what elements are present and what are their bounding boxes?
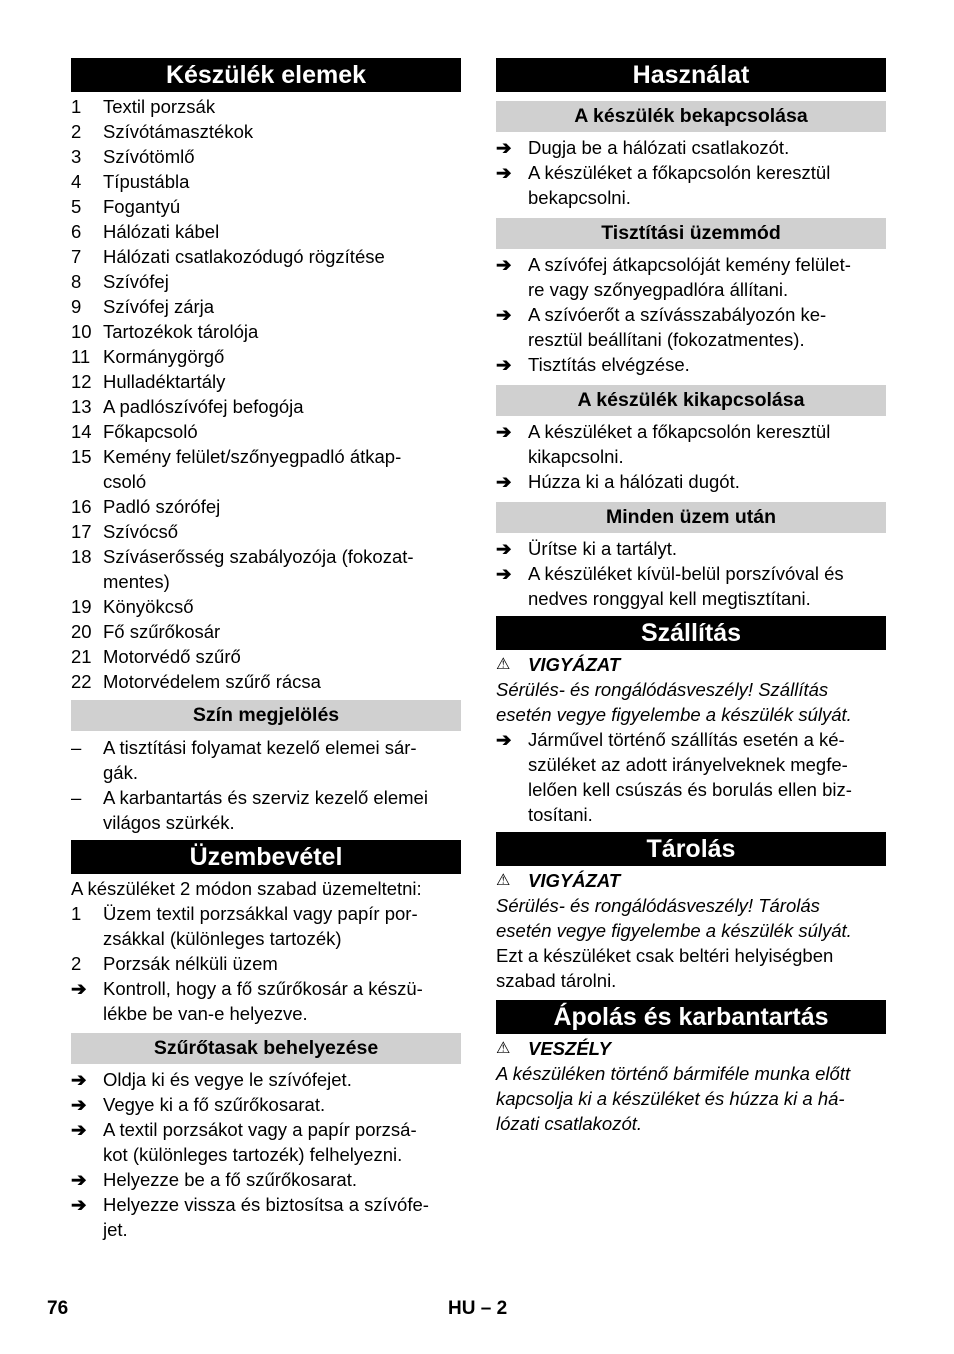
item-text: Szívótámasztékok: [103, 121, 254, 142]
item-marker: 1: [71, 903, 82, 924]
item-text: A készüléket kívül-belül porszívóval és nedves ronggyal kell megtisztítani.: [528, 563, 844, 609]
arrow-right-icon: ➔: [496, 471, 512, 492]
item-marker: 12: [71, 371, 92, 392]
item-marker: 3: [71, 146, 82, 167]
switch-off-step: [496, 419, 886, 469]
item-marker: 4: [71, 171, 82, 192]
warning-triangle-icon: ⚠: [496, 872, 511, 889]
arrow-right-icon: ➔: [496, 304, 512, 325]
item-marker: 8: [71, 271, 82, 292]
filter-step: [71, 1067, 461, 1092]
item-text: Szívócső: [103, 521, 179, 542]
subsection-switch-on: A készülék bekapcsolása: [496, 101, 886, 132]
item-marker: 20: [71, 621, 92, 642]
caution-label: VIGYÁZAT: [528, 870, 621, 891]
item-marker: 18: [71, 546, 92, 567]
transport-caution-text: Sérülés- és rongálódásveszély! Szállítás esetén vegye figyelembe a készülék súlyát.: [496, 679, 852, 725]
subsection-switch-off: A készülék kikapcsolása: [496, 385, 886, 416]
arrow-right-icon: ➔: [71, 1094, 87, 1115]
item-marker: 14: [71, 421, 92, 442]
care-danger-text: A készüléken történő bármiféle munka előtt kapcsolja ki a készüléket és húzza ki a há- lózati csatlakozót.: [496, 1063, 851, 1134]
subsection-color-marking: Szín megjelölés: [71, 700, 461, 731]
filter-steps-list: [71, 1067, 461, 1242]
item-text: Porzsák nélküli üzem: [103, 953, 278, 974]
arrow-right-icon: ➔: [496, 729, 512, 750]
item-text: Típustábla: [103, 171, 190, 192]
part-list-item: [71, 619, 461, 644]
item-text: Főkapcsoló: [103, 421, 198, 442]
item-text: Könyökcső: [103, 596, 194, 617]
item-text: Padló szórófej: [103, 496, 221, 517]
item-marker: 11: [71, 346, 91, 367]
part-list-item: [71, 394, 461, 419]
switch-off-step: [496, 469, 886, 494]
parts-list: [71, 94, 461, 694]
section-title-care: Ápolás és karbantartás: [496, 1000, 886, 1034]
part-list-item: [71, 269, 461, 294]
switch-on-steps: [496, 135, 886, 210]
item-marker: 17: [71, 521, 92, 542]
part-list-item: [71, 544, 461, 594]
switch-on-step: [496, 160, 886, 210]
item-text: Üzem textil porzsákkal vagy papír por- zsákkal (különleges tartozék): [103, 903, 418, 949]
item-marker: 7: [71, 246, 82, 267]
arrow-right-icon: ➔: [496, 538, 512, 559]
arrow-right-icon: ➔: [496, 563, 512, 584]
item-marker: 1: [71, 96, 82, 117]
item-marker: 22: [71, 671, 92, 692]
item-text: Textil porzsák: [103, 96, 216, 117]
part-list-item: [71, 669, 461, 694]
item-marker: –: [71, 737, 82, 758]
arrow-right-icon: ➔: [71, 978, 87, 999]
after-use-steps: [496, 536, 886, 611]
part-list-item: [71, 294, 461, 319]
arrow-right-icon: ➔: [496, 354, 512, 375]
section-title-use: Használat: [496, 58, 886, 92]
part-list-item: [71, 319, 461, 344]
item-marker: 2: [71, 953, 82, 974]
item-text: Szívófej zárja: [103, 296, 215, 317]
modes-list: [71, 901, 461, 1026]
transport-step: [496, 727, 886, 827]
item-text: A szívóerőt a szívásszabályozón ke- resztül beállítani (fokozatmentes).: [528, 304, 827, 350]
transport-caution: [496, 652, 886, 677]
section-title-startup: Üzembevétel: [71, 840, 461, 874]
arrow-right-icon: ➔: [496, 162, 512, 183]
item-marker: 21: [71, 646, 92, 667]
item-text: Helyezze be a fő szűrőkosarat.: [103, 1169, 357, 1190]
item-marker: 16: [71, 496, 92, 517]
warning-triangle-icon: ⚠: [496, 1040, 511, 1057]
color-list-item: [71, 785, 461, 835]
storage-caution-text: Sérülés- és rongálódásveszély! Tárolás esetén vegye figyelembe a készülék súlyát.: [496, 895, 852, 941]
arrow-right-icon: ➔: [496, 421, 512, 442]
startup-intro: A készüléket 2 módon szabad üzemeltetni:: [71, 878, 422, 899]
item-text: Oldja ki és vegye le szívófejet.: [103, 1069, 352, 1090]
care-danger: [496, 1036, 886, 1061]
item-marker: 19: [71, 596, 92, 617]
item-marker: 15: [71, 446, 92, 467]
item-marker: 2: [71, 121, 82, 142]
right-column: [496, 58, 886, 1136]
after-use-step: [496, 561, 886, 611]
mode-list-item: [71, 901, 461, 951]
color-list-item: [71, 735, 461, 785]
item-marker: 13: [71, 396, 92, 417]
mode-list-item: [71, 976, 461, 1026]
warning-triangle-icon: ⚠: [496, 656, 511, 673]
cleaning-steps: [496, 252, 886, 377]
item-text: A készüléket a főkapcsolón keresztül kikapcsolni.: [528, 421, 831, 467]
item-text: A padlószívófej befogója: [103, 396, 304, 417]
item-text: Dugja be a hálózati csatlakozót.: [528, 137, 790, 158]
subsection-filter-bag: Szűrőtasak behelyezése: [71, 1033, 461, 1064]
item-text: Húzza ki a hálózati dugót.: [528, 471, 740, 492]
part-list-item: [71, 594, 461, 619]
item-text: Motorvédelem szűrő rácsa: [103, 671, 321, 692]
part-list-item: [71, 419, 461, 444]
subsection-cleaning-mode: Tisztítási üzemmód: [496, 218, 886, 249]
part-list-item: [71, 194, 461, 219]
item-text: Vegye ki a fő szűrőkosarat.: [103, 1094, 326, 1115]
item-text: Szívófej: [103, 271, 169, 292]
left-column: [71, 58, 461, 1242]
part-list-item: [71, 444, 461, 494]
arrow-right-icon: ➔: [496, 254, 512, 275]
section-title-storage: Tárolás: [496, 832, 886, 866]
item-text: Hulladéktartály: [103, 371, 226, 392]
item-text: A karbantartás és szerviz kezelő elemei világos szürkék.: [103, 787, 428, 833]
arrow-right-icon: ➔: [71, 1119, 87, 1140]
after-use-step: [496, 536, 886, 561]
storage-text: Ezt a készüléket csak beltéri helyiségben szabad tárolni.: [496, 945, 834, 991]
language-page-code: HU – 2: [448, 1298, 508, 1319]
color-list: [71, 735, 461, 835]
part-list-item: [71, 169, 461, 194]
mode-list-item: [71, 951, 461, 976]
part-list-item: [71, 119, 461, 144]
arrow-right-icon: ➔: [71, 1069, 87, 1090]
part-list-item: [71, 219, 461, 244]
arrow-right-icon: ➔: [71, 1194, 87, 1215]
section-title-transport: Szállítás: [496, 616, 886, 650]
filter-step: [71, 1167, 461, 1192]
cleaning-step: [496, 302, 886, 352]
filter-step: [71, 1092, 461, 1117]
part-list-item: [71, 369, 461, 394]
item-text: Fő szűrőkosár: [103, 621, 221, 642]
danger-label: VESZÉLY: [528, 1038, 611, 1059]
item-text: Fogantyú: [103, 196, 181, 217]
subsection-after-use: Minden üzem után: [496, 502, 886, 533]
item-marker: –: [71, 787, 82, 808]
page-number: 76: [47, 1298, 69, 1319]
item-text: Ürítse ki a tartályt.: [528, 538, 678, 559]
switch-on-step: [496, 135, 886, 160]
item-text: Tartozékok tárolója: [103, 321, 259, 342]
item-text: Kemény felület/szőnyegpadló átkap- csoló: [103, 446, 402, 492]
item-text: Szívótömlő: [103, 146, 195, 167]
filter-step: [71, 1192, 461, 1242]
item-marker: 5: [71, 196, 82, 217]
part-list-item: [71, 344, 461, 369]
part-list-item: [71, 494, 461, 519]
storage-caution: [496, 868, 886, 893]
item-text: Helyezze vissza és biztosítsa a szívófe- jet.: [103, 1194, 429, 1240]
item-text: A szívófej átkapcsolóját kemény felület- re vagy szőnyegpadlóra állítani.: [528, 254, 851, 300]
item-text: A tisztítási folyamat kezelő elemei sár- gák.: [103, 737, 417, 783]
switch-off-steps: [496, 419, 886, 494]
part-list-item: [71, 144, 461, 169]
item-text: Kormánygörgő: [103, 346, 225, 367]
item-text: Hálózati csatlakozódugó rögzítése: [103, 246, 385, 267]
filter-step: [71, 1117, 461, 1167]
item-text: A textil porzsákot vagy a papír porzsá- kot (különleges tartozék) felhelyezni.: [103, 1119, 417, 1165]
item-text: Kontroll, hogy a fő szűrőkosár a készü- lékbe be van-e helyezve.: [103, 978, 423, 1024]
item-marker: 9: [71, 296, 82, 317]
item-text: Motorvédő szűrő: [103, 646, 241, 667]
caution-label: VIGYÁZAT: [528, 654, 621, 675]
item-text: Hálózati kábel: [103, 221, 220, 242]
item-marker: 10: [71, 321, 92, 342]
part-list-item: [71, 644, 461, 669]
cleaning-step: [496, 252, 886, 302]
cleaning-step: [496, 352, 886, 377]
section-title-parts: Készülék elemek: [71, 58, 461, 92]
arrow-right-icon: ➔: [71, 1169, 87, 1190]
item-text: Járművel történő szállítás esetén a ké- szüléket az adott irányelveknek megfe- lelően kell csúszás és borulás ellen biz- tosítani.: [528, 729, 852, 825]
arrow-right-icon: ➔: [496, 137, 512, 158]
item-text: Szíváserősség szabályozója (fokozat- mentes): [103, 546, 414, 592]
part-list-item: [71, 94, 461, 119]
part-list-item: [71, 244, 461, 269]
transport-steps: [496, 727, 886, 827]
item-text: Tisztítás elvégzése.: [528, 354, 690, 375]
item-marker: 6: [71, 221, 82, 242]
item-text: A készüléket a főkapcsolón keresztül bekapcsolni.: [528, 162, 831, 208]
part-list-item: [71, 519, 461, 544]
